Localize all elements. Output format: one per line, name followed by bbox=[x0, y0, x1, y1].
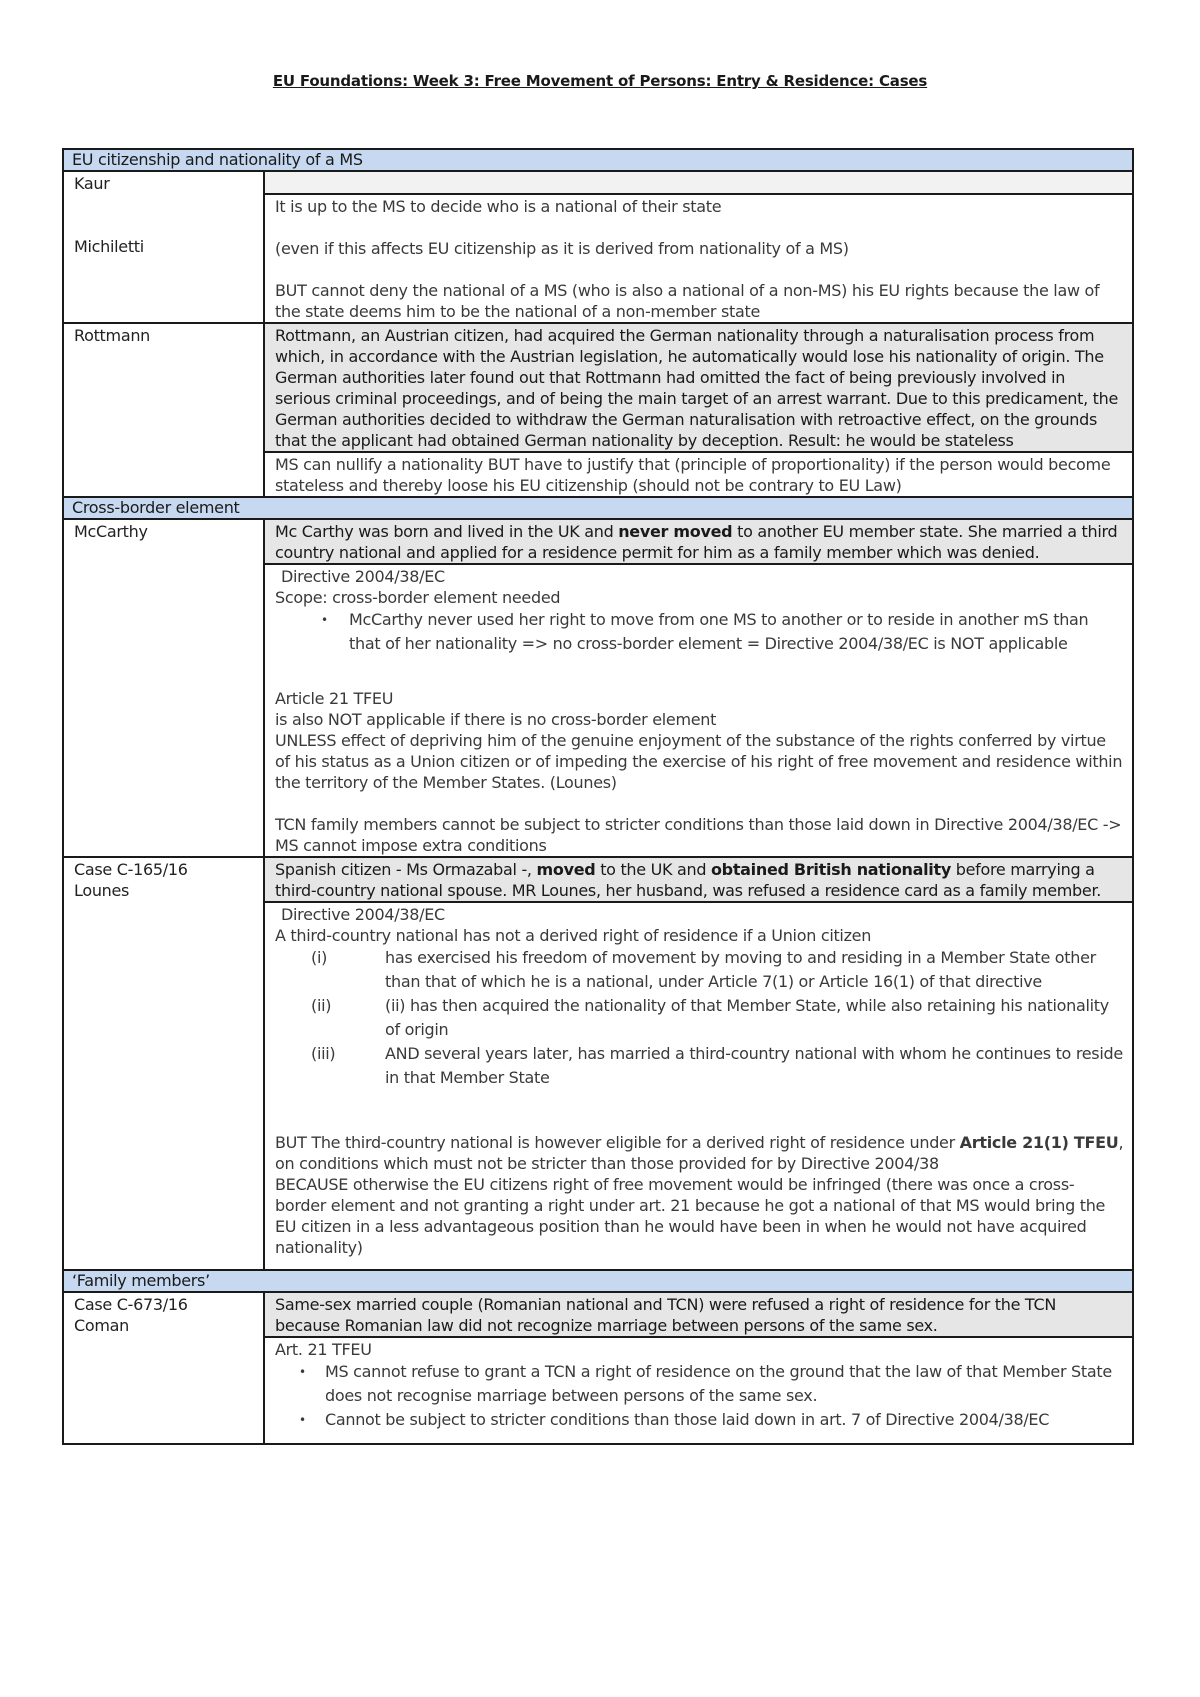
article-title: Art. 21 TFEU bbox=[275, 1340, 372, 1359]
directive-title: Directive 2004/38/EC bbox=[281, 567, 445, 586]
case-number: Case C-165/16 bbox=[74, 860, 188, 879]
text-line: BECAUSE otherwise the EU citizens right of free movement would be infringed (there was once a cross-border element and not granting a right under art. 21 because he got a national of that MS would bring the EU citizen in a less advantageous position than he would have been in when he would not have acquired nationality) bbox=[275, 1175, 1106, 1257]
text-line: (even if this affects EU citizenship as it is derived from nationality of a MS) bbox=[275, 239, 849, 258]
list-number: (ii) bbox=[311, 996, 332, 1015]
text-line: TCN family members cannot be subject to stricter conditions than those laid down in Directive 2004/38/EC -> MS cannot impose extra conditions bbox=[275, 815, 1122, 855]
facts-text: Mc Carthy was born and lived in the UK and bbox=[275, 522, 619, 541]
list-item: • MS cannot refuse to grant a TCN a right of residence on the ground that the law of that Member State does not recognise marriage between persons of the same sex. bbox=[283, 1360, 1124, 1408]
case-name-cell bbox=[63, 857, 264, 1270]
table-row bbox=[63, 1292, 1133, 1337]
case-name-lounes: Lounes bbox=[74, 881, 130, 900]
table-row bbox=[63, 519, 1133, 564]
section-header-citizenship bbox=[63, 149, 1133, 171]
empty-cell bbox=[264, 171, 1133, 194]
numbered-list bbox=[275, 946, 1124, 1090]
cases-table bbox=[62, 148, 1134, 1445]
list-text: AND several years later, has married a third-country national with whom he continues to reside in that Member State bbox=[385, 1044, 1123, 1087]
section-header-cross-border bbox=[63, 497, 1133, 519]
section-heading: EU citizenship and nationality of a MS bbox=[63, 149, 1133, 171]
text-part: BUT The third-country national is however eligible for a derived right of residence under bbox=[275, 1133, 960, 1152]
facts-cell: Rottmann, an Austrian citizen, had acquired the German nationality through a naturalisation process from which, in accordance with the Austrian legislation, he automatically would lose his nationality of origin. The German authorities later found out that Rottmann had omitted the fact of being previously involved in serious criminal proceedings, and of being the main target of an arrest warrant. Due to this predicament, the German authorities decided to withdraw the German naturalisation with retroactive effect, on the grounds that the applicant had obtained German nationality by deception. Result: he would be stateless bbox=[264, 323, 1133, 452]
text-line: BUT cannot deny the national of a MS (who is also a national of a non-MS) his EU rights because the law of the state deems him to be the national of a non-member state bbox=[275, 281, 1100, 321]
text-line: It is up to the MS to decide who is a national of their state bbox=[275, 197, 722, 216]
law-cell bbox=[264, 902, 1133, 1270]
bullet-list bbox=[275, 1360, 1124, 1432]
table-row bbox=[63, 323, 1133, 452]
document-title: EU Foundations: Week 3: Free Movement of Persons: Entry & Residence: Cases bbox=[272, 72, 928, 90]
case-name-cell bbox=[63, 171, 264, 323]
list-number: (i) bbox=[311, 948, 328, 967]
list-item: • McCarthy never used her right to move from one MS to another or to reside in another mS than that of her nationality => no cross-border element = Directive 2004/38/EC is NOT applicable bbox=[299, 608, 1124, 656]
table-row bbox=[63, 171, 1133, 194]
list-text: (ii) has then acquired the nationality of that Member State, while also retaining his nationality of origin bbox=[385, 996, 1109, 1039]
list-number: (iii) bbox=[311, 1044, 336, 1063]
list-item bbox=[275, 994, 1124, 1042]
case-name-rottmann: Rottmann bbox=[63, 323, 264, 497]
table-row bbox=[63, 857, 1133, 902]
facts-text: before marrying a third-country national spouse. MR Lounes, her husband, was refused a residence card as a family member. bbox=[275, 860, 1102, 900]
facts-text: to another EU member state. She married a third country national and applied for a residence permit for him as a family member which was denied. bbox=[275, 522, 1118, 562]
text-line: is also NOT applicable if there is no cross-border element bbox=[275, 710, 717, 729]
section-heading: ‘Family members’ bbox=[63, 1270, 1133, 1292]
section-header-family bbox=[63, 1270, 1133, 1292]
facts-bold: never moved bbox=[618, 522, 733, 541]
facts-bold: moved bbox=[536, 860, 596, 879]
list-text: has exercised his freedom of movement by moving to and residing in a Member State other than that of which he is a national, under Article 7(1) or Article 16(1) of that directive bbox=[385, 948, 1096, 991]
text-line: A third-country national has not a derived right of residence if a Union citizen bbox=[275, 926, 872, 945]
article-title: Article 21 TFEU bbox=[275, 689, 394, 708]
facts-cell bbox=[264, 857, 1133, 902]
bullet-list bbox=[275, 608, 1124, 656]
list-item bbox=[275, 946, 1124, 994]
case-name-kaur: Kaur bbox=[74, 174, 110, 193]
text-line: UNLESS effect of depriving him of the genuine enjoyment of the substance of the rights conferred by virtue of his status as a Union citizen or of impeding the exercise of his right of free movement and residence within the territory of the Member States. (Lounes) bbox=[275, 731, 1123, 792]
scope-line: Scope: cross-border element needed bbox=[275, 588, 561, 607]
list-item: • Cannot be subject to stricter conditions than those laid down in art. 7 of Directive 2004/38/EC bbox=[283, 1408, 1124, 1432]
law-cell: MS can nullify a nationality BUT have to justify that (principle of proportionality) if the person would become stateless and thereby loose his EU citizenship (should not be contrary to EU Law) bbox=[264, 452, 1133, 497]
text-bold: Article 21(1) TFEU bbox=[959, 1133, 1119, 1152]
case-name-coman: Coman bbox=[74, 1316, 129, 1335]
case-name-mccarthy: McCarthy bbox=[63, 519, 264, 857]
section-heading: Cross-border element bbox=[63, 497, 1133, 519]
facts-bold: obtained British nationality bbox=[710, 860, 951, 879]
list-item bbox=[275, 1042, 1124, 1090]
case-name-cell bbox=[63, 1292, 264, 1444]
facts-text: Spanish citizen - Ms Ormazabal -, bbox=[275, 860, 537, 879]
law-cell bbox=[264, 194, 1133, 323]
facts-cell bbox=[264, 519, 1133, 564]
law-cell bbox=[264, 1337, 1133, 1444]
case-name-michiletti: Michiletti bbox=[74, 237, 144, 256]
directive-title: Directive 2004/38/EC bbox=[281, 905, 445, 924]
text-part: , on conditions which must not be stricter than those provided for by Directive 2004/38 bbox=[275, 1133, 1124, 1173]
facts-cell: Same-sex married couple (Romanian national and TCN) were refused a right of residence for the TCN because Romanian law did not recognize marriage between persons of the same sex. bbox=[264, 1292, 1133, 1337]
text-line bbox=[275, 1132, 1124, 1174]
facts-text: to the UK and bbox=[595, 860, 711, 879]
law-cell bbox=[264, 564, 1133, 857]
case-number: Case C-673/16 bbox=[74, 1295, 188, 1314]
